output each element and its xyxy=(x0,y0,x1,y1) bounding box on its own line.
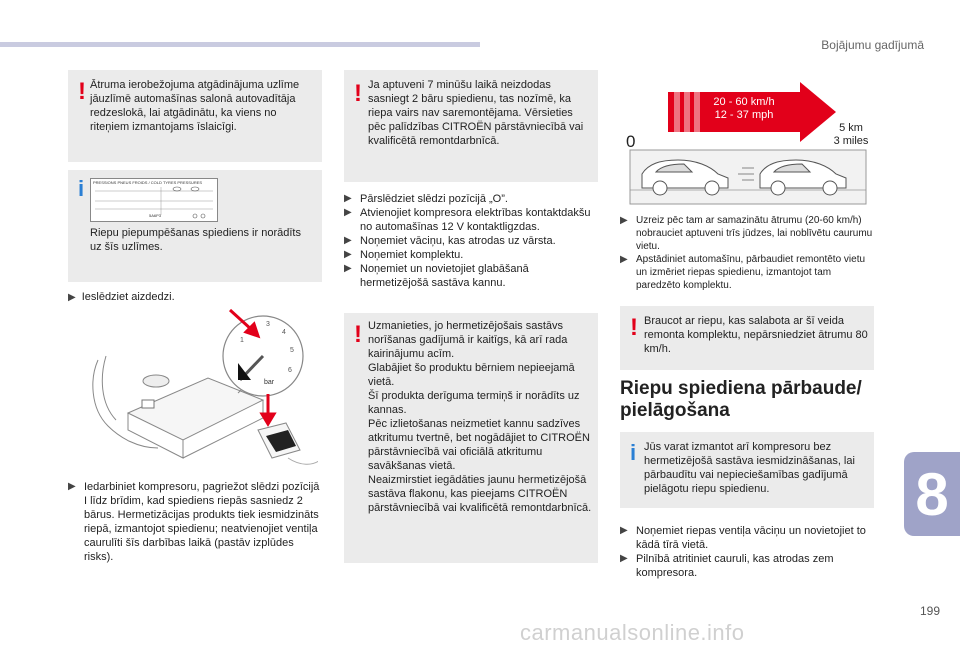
list-item xyxy=(344,248,600,262)
info-box-pressure-sticker xyxy=(68,170,322,282)
speed-distance-diagram xyxy=(620,70,874,208)
warning-icon: ! xyxy=(354,80,362,107)
compressor-illustration xyxy=(88,308,318,473)
list-item xyxy=(344,192,600,206)
info-icon: i xyxy=(630,440,637,465)
section-heading: Riepu spiediena pārbaude/ pielāgošana xyxy=(620,378,862,421)
chapter-tab: 8 xyxy=(904,452,960,536)
step-text: Noņemiet vāciņu, kas atrodas uz vārsta. xyxy=(360,235,556,247)
warning-text: Ātruma ierobežojuma atgādinājuma uzlīme jāuzlīmē automašīnas salonā autovadītāja redzeslokā, lai atgādinātu, ka viens no riteņiem izmantojams īslaicīgi. xyxy=(90,79,300,133)
warning-icon: ! xyxy=(354,321,362,348)
gauge-unit: bar xyxy=(264,379,275,386)
arrow-bullet-icon: ▶ xyxy=(344,263,352,274)
warning-box-speed-sticker xyxy=(68,70,322,162)
arrow-bullet-icon: ▶ xyxy=(68,481,76,492)
distance-label xyxy=(828,122,874,148)
speed-range-label xyxy=(704,96,784,122)
step-ignition xyxy=(68,290,322,305)
info-icon: i xyxy=(78,176,85,201)
arrow-bullet-icon: ▶ xyxy=(344,235,352,246)
tyre-pressure-sticker xyxy=(90,178,218,222)
step-text: Atvienojiet kompresora elektrības kontaktdakšu no automašīnas 12 V kontaktligzdas. xyxy=(360,207,591,233)
sticker-title: PRESSIONS PNEUS FROIDS / COLD TYRES PRESSURES xyxy=(93,180,203,185)
info-text: Riepu piepumpēšanas spiediens ir norādīts uz šīs uzlīmes. xyxy=(90,227,301,253)
speed-mph: 12 - 37 mph xyxy=(714,109,774,121)
page-number: 199 xyxy=(919,604,940,618)
red-arrow-down-icon xyxy=(262,394,274,424)
step-text: Ieslēdziet aizdedzi. xyxy=(81,291,175,303)
warning-line: Šī produkta derīguma termiņš ir norādīts uz kannas. xyxy=(368,390,580,416)
watermark: carmanualsonline.info xyxy=(520,620,745,645)
warning-text xyxy=(368,319,592,515)
list-item xyxy=(620,214,876,253)
start-speed-label: 0 xyxy=(626,132,636,151)
step-text: Uzreiz pēc tam ar samazinātu ātrumu (20-60 km/h) nobrauciet aptuveni trīs jūdzes, lai noblīvētu caurumu vietu. xyxy=(636,215,873,252)
step-text: Apstādiniet automašīnu, pārbaudiet remontēto vietu un izmēriet riepas spiedienu, izmantojot tam paredzēto komplektu. xyxy=(636,254,866,291)
warning-box-sealant xyxy=(344,313,598,563)
header-bar xyxy=(0,42,480,47)
gauge-tick: 6 xyxy=(288,367,292,374)
distance-miles: 3 miles xyxy=(833,135,869,147)
list-item xyxy=(344,262,600,290)
gauge-tick: 1 xyxy=(240,337,244,344)
warning-line: Uzmanieties, jo hermetizējošais sastāvs norīšanas gadījumā ir kaitīgs, kā arī rada kairinājumu acīm. xyxy=(368,320,568,360)
gauge-tick: 5 xyxy=(290,347,294,354)
list-item xyxy=(344,206,600,234)
warning-line: Glabājiet šo produktu bērniem nepieejamā vietā. xyxy=(368,362,575,388)
arrow-bullet-icon: ▶ xyxy=(620,525,628,536)
arrow-bullet-icon: ▶ xyxy=(344,207,352,218)
warning-box-7-minutes xyxy=(344,70,598,182)
distance-km: 5 km xyxy=(839,122,863,134)
warning-icon: ! xyxy=(78,78,86,105)
steps-list-disconnect xyxy=(344,192,600,290)
arrow-bullet-icon: ▶ xyxy=(620,553,628,564)
warning-box-80kmh xyxy=(620,306,874,370)
info-box-compressor xyxy=(620,432,874,508)
steps-list-drive xyxy=(620,214,876,292)
list-item xyxy=(620,253,876,292)
switch-icon xyxy=(142,400,154,408)
steps-list-valve xyxy=(620,524,876,580)
step-text: Noņemiet komplektu. xyxy=(360,249,464,261)
speed-kmh: 20 - 60 km/h xyxy=(713,96,775,108)
sticker-code: 5A6P3 xyxy=(149,213,162,218)
step-text: Pilnībā atritiniet cauruli, kas atrodas zem kompresora. xyxy=(636,553,834,579)
step-start-compressor xyxy=(68,480,324,564)
step-text: Pārslēdziet slēdzi pozīcijā „O”. xyxy=(360,193,508,205)
gauge-tick: 3 xyxy=(266,321,270,328)
step-text: Iedarbiniet kompresoru, pagriežot slēdzi pozīcijā I līdz brīdim, kad spiediens riepās sasniedz 2 bārus. Hermetizācijas produkts tiek iesmidzināts riepā, izmantojot spiedienu; neatvienojiet ventiļa caurulīti šīs darbības laikā (pastāv izplūdes risks). xyxy=(84,481,320,563)
arrow-bullet-icon: ▶ xyxy=(620,215,628,226)
list-item xyxy=(344,234,600,248)
step-text: Noņemiet riepas ventiļa vāciņu un novietojiet to kādā tīrā vietā. xyxy=(636,525,866,551)
warning-icon: ! xyxy=(630,314,638,341)
arrow-bullet-icon: ▶ xyxy=(344,249,352,260)
gauge-tick: 4 xyxy=(282,329,286,336)
arrow-bullet-icon: ▶ xyxy=(68,292,76,303)
list-item xyxy=(620,552,876,580)
section-title: Bojājumu gadījumā xyxy=(821,38,924,52)
warning-text: Braucot ar riepu, kas salabota ar šī veida remonta komplektu, nepārsniedziet ātrumu 80 km/h. xyxy=(644,315,868,355)
warning-line: Neaizmirstiet iegādāties jaunu hermetizējošā sastāva flakonu, kas pieejams CITROËN pārstāvniecībā vai kvalificētā remontdarbnīcā. xyxy=(368,474,592,514)
pressure-gauge xyxy=(223,316,303,396)
info-text: Jūs varat izmantot arī kompresoru bez hermetizējošā sastāva iesmidzināšanas, lai pārbaudītu vai nepieciešamības gadījumā pielāgotu riepu spiedienu. xyxy=(644,441,855,495)
warning-text: Ja aptuveni 7 minūšu laikā neizdodas sasniegt 2 bāru spiedienu, tas nozīmē, ka riepa vairs nav saremontējama. Vērsieties pēc palīdzības CITROËN pārstāvniecībā vai kvalificētā remontdarbnīcā. xyxy=(368,79,584,147)
warning-line: Pēc izlietošanas neizmetiet kannu sadzīves atkritumu tvertnē, bet nogādājiet to CITROËN pārstāvniecībā vai oficiālā atkritumu savākšanas vietā. xyxy=(368,418,590,472)
arrow-bullet-icon: ▶ xyxy=(344,193,352,204)
list-item xyxy=(620,524,876,552)
arrow-bullet-icon: ▶ xyxy=(620,254,628,265)
step-text: Noņemiet un novietojiet glabāšanā hermetizējošā sastāva kannu. xyxy=(360,263,529,289)
